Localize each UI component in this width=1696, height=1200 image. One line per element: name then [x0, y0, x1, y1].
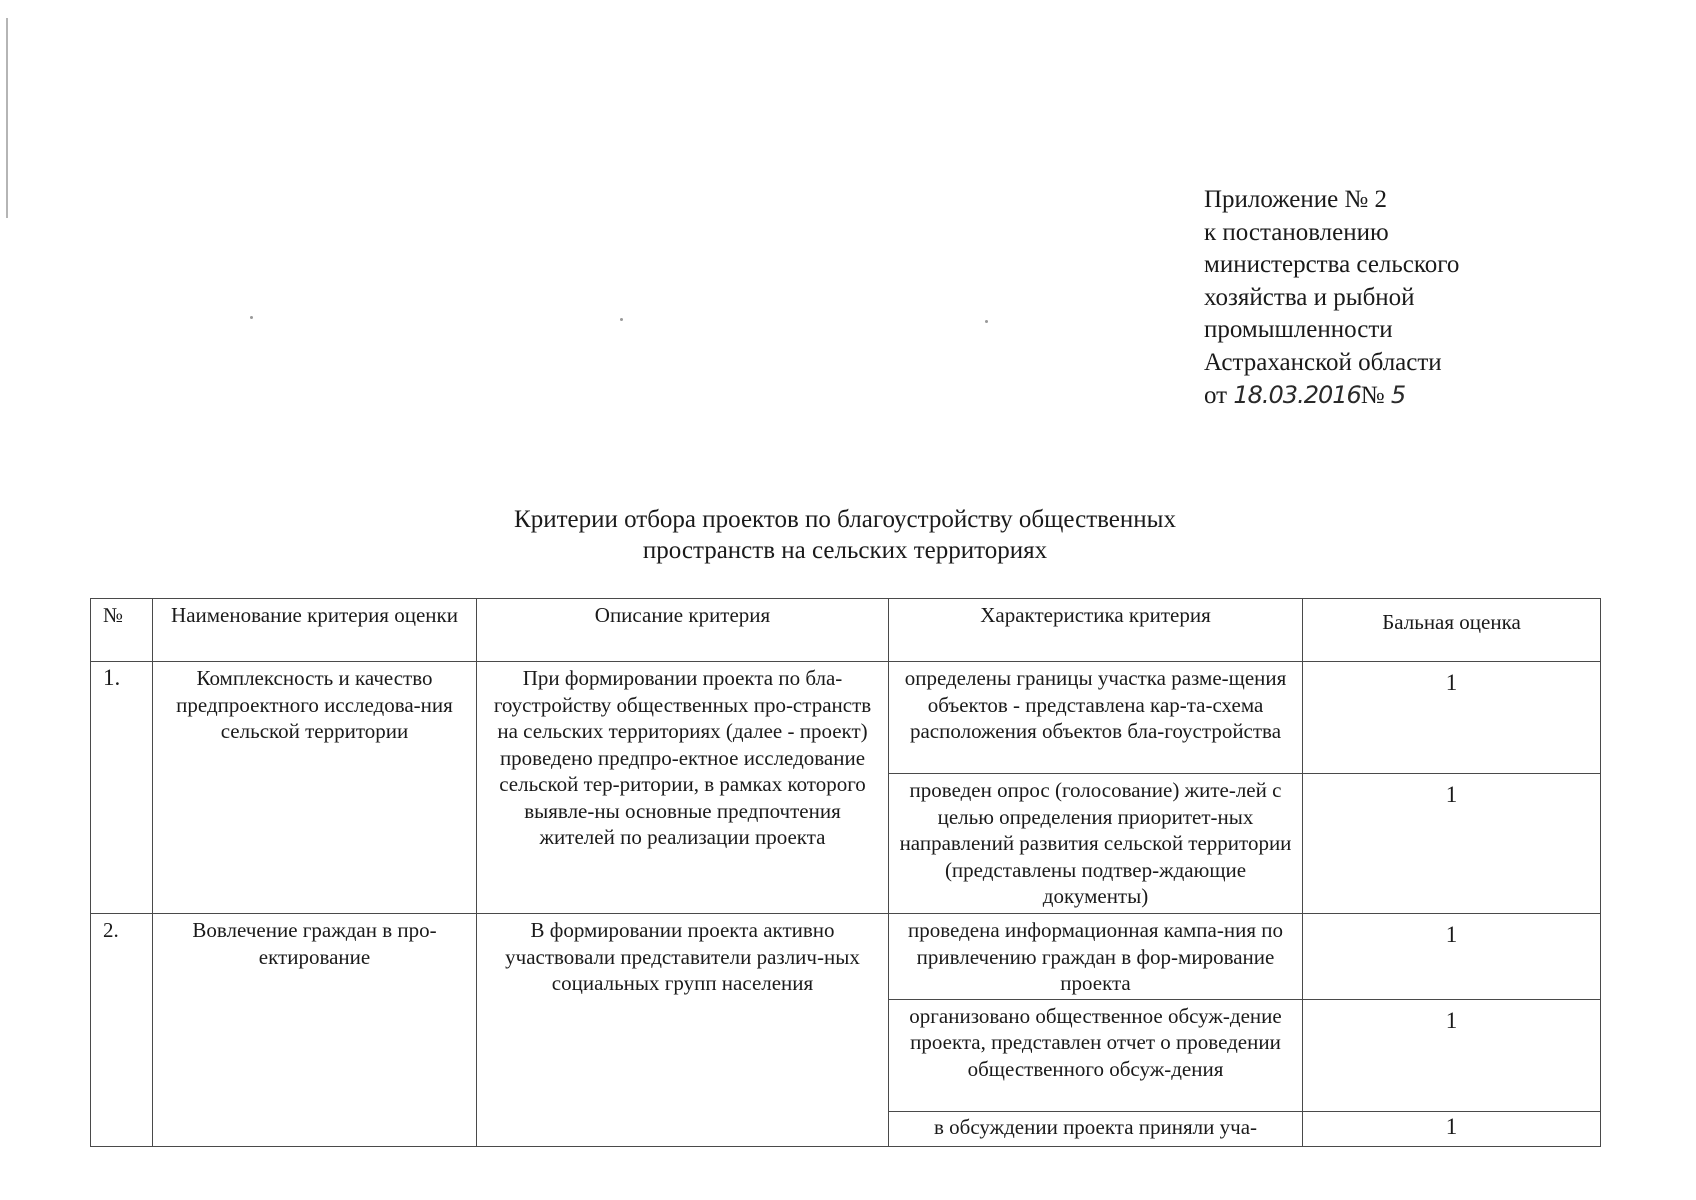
criterion-characteristic: проведена информационная кампа-ния по привлечению граждан в фор-мирование проекта: [889, 914, 1303, 1000]
handwritten-number: 5: [1390, 381, 1406, 409]
criterion-score: 1: [1303, 774, 1601, 914]
scan-speck: [985, 320, 988, 323]
criterion-characteristic: проведен опрос (голосование) жите-лей с целью определения приоритет-ных направлений развития сельской территории (представлены подтвер-ждающие документы): [889, 774, 1303, 914]
criterion-characteristic: в обсуждении проекта приняли уча-: [889, 1111, 1303, 1146]
criterion-number: 1.: [91, 662, 153, 914]
criterion-score: 1: [1303, 999, 1601, 1111]
criterion-description: В формировании проекта активно участвовали представители различ-ных социальных групп населения: [477, 914, 889, 1147]
header-name: Наименование критерия оценки: [153, 599, 477, 662]
header-characteristic: Характеристика критерия: [889, 599, 1303, 662]
table-row: [91, 914, 1601, 1000]
appendix-header: [1204, 184, 1564, 413]
table-header-row: [91, 599, 1601, 662]
appendix-line: министерства сельского: [1204, 251, 1460, 278]
document-title: [400, 504, 1290, 566]
appendix-date-line: [1204, 379, 1564, 413]
title-line: пространств на сельских территориях: [642, 537, 1048, 564]
criterion-characteristic: определены границы участка разме-щения объектов - представлена кар-та-схема расположения объектов бла-гоустройства: [889, 662, 1303, 774]
criterion-description: При формировании проекта по бла-гоустройству общественных про-странств на сельских территориях (далее - проект) проведено предпро-ектное исследование сельской тер-ритории, в рамках которого выявле-ны основные предпочтения жителей по реализации проекта: [477, 662, 889, 914]
criterion-number: 2.: [91, 914, 153, 1147]
number-label: №: [1360, 382, 1385, 409]
appendix-line: промышленности: [1204, 316, 1393, 343]
appendix-line: к постановлению: [1204, 218, 1389, 246]
criterion-name: Вовлечение граждан в про-ектирование: [153, 914, 477, 1147]
date-prefix: от: [1204, 382, 1228, 409]
criterion-score: 1: [1303, 1111, 1601, 1146]
appendix-line: хозяйства и рыбной: [1204, 283, 1415, 311]
appendix-line: Приложение № 2: [1204, 186, 1388, 213]
scan-speck: [250, 316, 253, 319]
title-line: Критерии отбора проектов по благоустройству общественных: [514, 506, 1176, 533]
header-description: Описание критерия: [477, 599, 889, 662]
scan-speck: [620, 318, 623, 321]
criterion-name: Комплексность и качество предпроектного исследова-ния сельской территории: [153, 662, 477, 914]
criterion-characteristic: организовано общественное обсуж-дение проекта, представлен отчет о проведении общественного обсуж-дения: [889, 999, 1303, 1111]
criteria-table: [90, 598, 1601, 1147]
criterion-score: 1: [1303, 662, 1601, 774]
header-score: Бальная оценка: [1303, 599, 1601, 662]
appendix-line: Астраханской области: [1204, 348, 1442, 376]
criterion-score: 1: [1303, 914, 1601, 1000]
scan-edge-line: [6, 18, 8, 218]
table-row: [91, 662, 1601, 774]
handwritten-date: 18.03.2016: [1233, 381, 1361, 409]
header-num: №: [91, 599, 153, 662]
